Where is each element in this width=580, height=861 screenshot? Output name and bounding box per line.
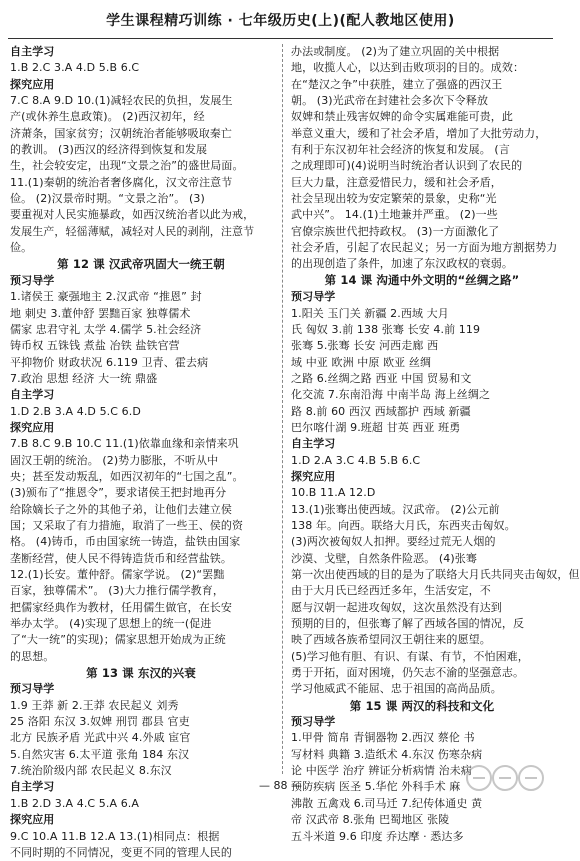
section-heading: 自主学习 (10, 780, 55, 794)
answer-line: 有利于东汉初年社会经济的恢复和发展。 (言 (291, 143, 510, 157)
answer-line: 1.B 2.C 3.A 4.D 5.B 6.C (10, 61, 140, 75)
answer-line: 百家，独尊儒术”。 (3)大力推行儒学教育， (10, 584, 224, 598)
answer-line: 格。 (4)铸币，币由国家统一铸造，盐铁由国家 (10, 535, 241, 549)
column-divider (282, 44, 283, 774)
answer-line: 预期的目的，但张骞了解了西域各国的情况，反 (291, 617, 525, 631)
lesson-title: 第 15 课 两汉的科技和文化 (349, 698, 495, 713)
lesson-title: 第 14 课 沟通中外文明的“丝绸之路” (324, 272, 520, 287)
answer-line: 1.D 2.A 3.C 4.B 5.B 6.C (291, 453, 421, 467)
page-header: 学生课程精巧训练 · 七年级历史(上)(配人教地区使用) (106, 13, 455, 29)
answer-line: 1.甲骨 简帛 青铜器物 2.西汉 蔡伦 书 (291, 731, 475, 745)
section-heading: 探究应用 (10, 813, 55, 827)
answer-line: 地，收揽人心，以达到击败项羽的目的。成效： (291, 61, 525, 75)
answer-line: 1.阳关 玉门关 新疆 2.西域 大月 (291, 306, 449, 320)
answer-line: 奴婢和禁止残害奴婢的命令实属难能可贵，此 (291, 110, 513, 124)
answer-line: 巴尔喀什湖 9.班超 甘英 西亚 班勇 (291, 420, 461, 434)
answer-line: 在“楚汉之争”中获胜，建立了强盛的西汉王 (291, 77, 503, 91)
answer-line: 7.B 8.C 9.B 10.C 11.(1)依靠血缘和亲情来巩 (10, 437, 239, 451)
answer-line: 映了西域各族希望同汉王朝往来的愿望。 (291, 633, 491, 647)
answer-line: 俭。 (2)汉景帝时期。“文景之治”。 (3) (10, 192, 205, 206)
answer-line: 1.诸侯王 豪强地主 2.汉武帝 “推恩” 封 (10, 290, 202, 304)
answer-line: 勇于开拓，面对困境，仍矢志不渝的坚强意志。 (291, 666, 525, 680)
section-heading: 预习导学 (10, 273, 55, 287)
answer-line: 学习他威武不能屈、忠于祖国的高尚品质。 (291, 682, 502, 696)
section-heading: 自主学习 (10, 388, 55, 402)
section-heading: 预习导学 (291, 290, 336, 304)
answer-line: 举办太学。 (4)实现了思想上的统一(促进 (10, 617, 212, 631)
answer-line: 把儒家经典作为教材，任用儒生做官，在长安 (10, 600, 232, 614)
answer-line: 帝 汉武帝 8.张角 巴蜀地区 张陵 (291, 813, 450, 827)
answer-line: 国；又采取了有力措施，取消了一些王、侯的资 (10, 518, 244, 532)
answer-line: 7.C 8.A 9.D 10.(1)减轻农民的负担，发展生 (10, 94, 233, 108)
answer-line: 社会矛盾，引起了农民起义；另一方面为地方割据势力 (291, 241, 558, 255)
answer-line: 张骞 5.张骞 长安 河西走廊 西 (291, 339, 439, 353)
section-heading: 自主学习 (10, 45, 55, 58)
answer-line: 5.自然灾害 6.太平道 张角 184 东汉 (10, 747, 190, 761)
answer-line: 沸散 五禽戏 6.司马迁 7.纪传体通史 黄 (291, 796, 483, 810)
answer-line: 愿与汉朝一起进攻匈奴，这次虽然没有达到 (291, 600, 502, 614)
answer-line: 12.(1)长安。董仲舒。儒家学说。 (2)“罢黜 (10, 568, 225, 581)
answer-line: 举意义重大，缓和了社会矛盾，增加了大批劳动力， (291, 126, 547, 140)
answer-line: 11.(1)秦朝的统治者奢侈腐化，汉文帝注意节 (10, 175, 233, 189)
answer-line: 25 洛阳 东汉 3.奴婢 刑罚 郡县 官吏 (10, 715, 190, 729)
answer-line: 巨大力量，注意爱惜民力，缓和社会矛盾， (291, 175, 502, 189)
answer-line: 官僚宗族世代把持政权。 (3)一方面激化了 (291, 224, 500, 238)
answer-line: 不同时期的不同情况，变更不同的管理人民的 (10, 845, 232, 859)
section-heading: 自主学习 (291, 437, 336, 451)
answer-line: 垄断经营，使人民不得铸造货币和经营盐铁。 (10, 551, 232, 565)
page-number: — 88 — (259, 779, 302, 792)
answer-line: 138 年。向西。联络大月氏，东西夹击匈奴。 (291, 518, 516, 532)
answer-line: 1.D 2.B 3.A 4.D 5.C 6.D (10, 404, 141, 418)
answer-line: 的教训。 (3)西汉的经济得到恢复和发展 (10, 143, 208, 157)
answer-line: 济萧条，国家贫穷；汉朝统治者能够吸取秦亡 (10, 126, 232, 140)
answer-line: 论 中医学 治疗 辨证分析病情 治未病 (291, 764, 472, 778)
answer-line: 化交流 7.东南沿海 中南半岛 海上丝绸之 (291, 388, 491, 402)
answer-line: 生，社会较安定，出现“文景之治”的盛世局面。 (10, 159, 244, 173)
answer-line: 儒家 忠君守礼 太学 4.儒学 5.社会经济 (10, 322, 202, 336)
answer-line: 7.统治阶级内部 农民起义 8.东汉 (10, 764, 172, 778)
answer-line: 写材料 典籍 3.造纸术 4.东汉 伤寒杂病 (291, 747, 483, 761)
answer-line: 预防疾病 医圣 5.华佗 外科手术 麻 (291, 780, 461, 794)
answer-line: 之路 6.丝绸之路 西亚 中国 贸易和文 (291, 371, 472, 385)
answer-line: (3)颁布了“推恩令”，要求诸侯王把封地再分 (10, 486, 227, 500)
answer-line: 办法或制度。 (2)为了建立巩固的关中根据 (291, 45, 500, 58)
answer-line: 朝。 (3)光武帝在封建社会多次下令释放 (291, 94, 489, 108)
answer-line: (5)学习他有胆、有识、有谋、有节，不怕困难， (291, 649, 529, 663)
answer-line: 发展生产，轻徭薄赋，减轻对人民的剥削，注意节 (10, 224, 255, 238)
section-heading: 预习导学 (291, 715, 336, 729)
answer-line: 五斗米道 9.6 印度 乔达摩 · 悉达多 (291, 829, 464, 843)
answer-line: 路 8.前 60 西汉 西域都护 西域 新疆 (291, 404, 471, 418)
answer-line: 1.B 2.D 3.A 4.C 5.A 6.A (10, 796, 140, 810)
answer-line: 铸币权 五铢钱 煮盐 冶铁 盐铁官营 (10, 339, 180, 353)
lesson-title: 第 13 课 东汉的兴衰 (86, 666, 196, 681)
answer-line: 第一次出使西域的目的是为了联络大月氏共同夹击匈奴，但 (291, 568, 580, 581)
answer-line: 的出现创造了条件，加速了东汉政权的衰弱。 (291, 257, 513, 271)
answer-line: 给除嫡长子之外的其他子弟，让他们去建立侯 (10, 502, 232, 516)
left-column (10, 44, 272, 859)
answer-line: 平抑物价 财政状况 6.119 卫青、霍去病 (10, 355, 209, 369)
section-heading: 探究应用 (10, 420, 55, 434)
answer-line: 沙漠、戈壁，自然条件险恶。 (4)张骞 (291, 551, 477, 565)
section-heading: 探究应用 (291, 469, 336, 483)
answer-line: 固汉王朝的统治。 (2)势力膨胀，不听从中 (10, 453, 219, 467)
answer-line: 央；甚至发动叛乱，如西汉初年的“七国之乱”。 (10, 469, 244, 483)
answer-line: 域 中亚 欧洲 中原 欧亚 丝绸 (291, 355, 432, 369)
section-heading: 探究应用 (10, 77, 55, 91)
answer-line: 9.C 10.A 11.B 12.A 13.(1)相同点：根据 (10, 829, 220, 843)
answer-line: (3)两次被匈奴人扣押。要经过荒无人烟的 (291, 535, 496, 549)
section-heading: 预习导学 (10, 682, 55, 696)
answer-line: 13.(1)张骞出使西域。汉武帝。 (2)公元前 (291, 502, 500, 516)
answer-line: 1.9 王莽 新 2.王莽 农民起义 刘秀 (10, 698, 179, 712)
answer-line: 产(或休养生息政策)。 (2)西汉初年，经 (10, 110, 205, 124)
answer-line: 10.B 11.A 12.D (291, 486, 376, 500)
answer-line: 的思想。 (10, 649, 55, 663)
lesson-title: 第 12 课 汉武帝巩固大一统王朝 (57, 257, 225, 272)
answer-line: 俭。 (10, 241, 33, 255)
answer-line: 了“大一统”的实现)；儒家思想开始成为正统 (10, 633, 226, 647)
answer-line: 地 刺史 3.董仲舒 罢黜百家 独尊儒术 (10, 306, 191, 320)
answer-line: 社会呈现出较为安定繁荣的景象，史称“光 (291, 192, 497, 206)
watermark-logo-icon (465, 760, 555, 796)
answer-line: 要重视对人民实施暴政，如西汉统治者以此为戒， (10, 208, 255, 222)
header-divider (8, 38, 553, 39)
right-column (291, 44, 580, 843)
answer-line: 武中兴”。 14.(1)土地兼并严重。 (2)一些 (291, 208, 498, 222)
answer-line: 由于大月氏已经西迁多年，生活安定，不 (291, 584, 491, 598)
answer-line: 7.政治 思想 经济 大一统 鼎盛 (10, 371, 158, 385)
answer-line: 北方 民族矛盾 光武中兴 4.外戚 宦官 (10, 731, 191, 745)
answer-line: 之成理即可)(4)说明当时统治者认识到了农民的 (291, 159, 523, 173)
answer-line: 氏 匈奴 3.前 138 张骞 长安 4.前 119 (291, 322, 481, 336)
